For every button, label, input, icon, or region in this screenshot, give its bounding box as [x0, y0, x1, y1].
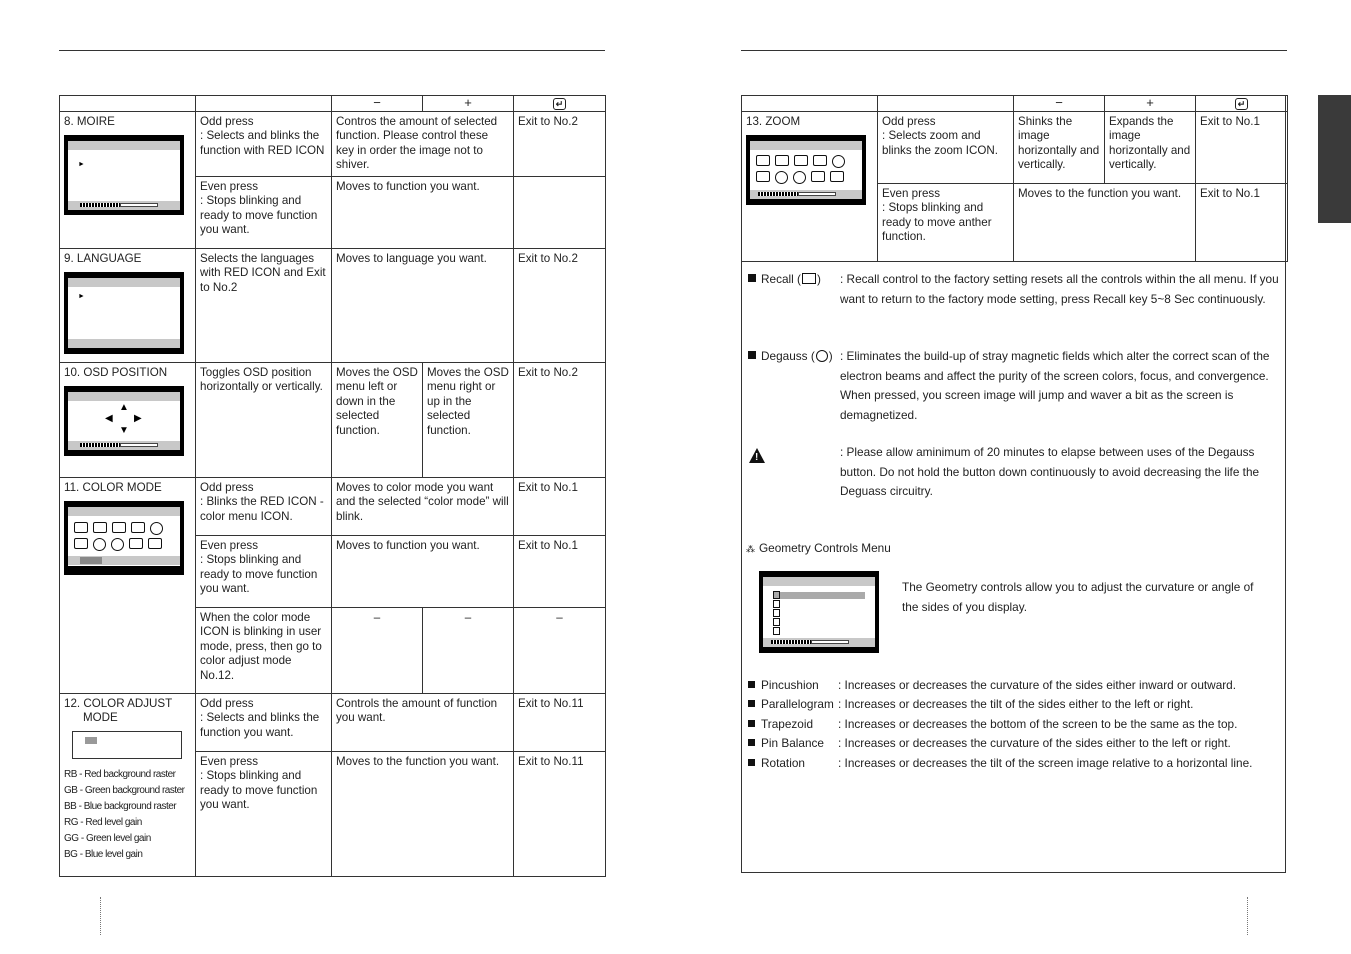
moire-odd-press-desc: Odd press : Selects and blinks the function with RED ICON: [196, 111, 332, 176]
color-mode-even-press-desc: Even press : Stops blinking and ready to move function you want.: [196, 535, 332, 607]
moire-odd-press-action: Contros the amount of selected function. Please control these key in order the image not to shiver.: [332, 111, 514, 176]
right-page-rule: [741, 50, 1287, 51]
degauss-label-text: Degauss (: [761, 349, 815, 363]
recall-key-icon: [802, 273, 816, 284]
table-row: [60, 248, 606, 362]
trapezoid-label: Trapezoid: [761, 716, 814, 731]
bullet-icon: [748, 681, 755, 688]
moire-even-press-action: Moves to function you want.: [332, 176, 514, 248]
table-row: [60, 693, 606, 751]
geometry-heading-text: Geometry Controls Menu: [759, 541, 891, 555]
language-osd-screen-icon: ►: [64, 272, 184, 354]
header-cell-function: [742, 96, 878, 112]
bullet-icon: [748, 720, 755, 727]
recall-desc: : Recall control to the factory setting resets all the controls within the all menu. If you want to return to the factory mode setting, press Recall key 5~8 Sec continuously.: [840, 272, 1279, 306]
pin-balance-label: Pin Balance: [761, 736, 824, 751]
table-row: [742, 111, 1288, 183]
header-cell-description: [196, 96, 332, 112]
moire-even-press-exit: [514, 176, 606, 248]
table-row: [60, 362, 606, 477]
color-mode-user-minus: –: [332, 607, 423, 693]
color-mode-odd-press-exit: Exit to No.1: [514, 477, 606, 535]
geometry-heading: [746, 541, 891, 557]
color-adjust-legend: [64, 767, 191, 863]
header-cell-function: [60, 96, 196, 112]
color-adjust-title-line2: MODE: [83, 711, 118, 724]
color-mode-user-plus: –: [423, 607, 514, 693]
lips-icon: [150, 522, 163, 535]
left-page-rule: [59, 50, 605, 51]
parallelogram-desc: : Increases or decreases the tilt of the sides either to the left or right.: [838, 697, 1194, 712]
degauss-label: Degauss ( ): [748, 347, 833, 367]
rotation-desc: : Increases or decreases the tilt of the screen image relative to a horizontal line.: [838, 755, 1253, 770]
left-page-margin-mark: [100, 897, 101, 935]
chapter-tab: [1318, 95, 1351, 223]
enter-key-icon: ↵: [553, 98, 567, 110]
color-adjust-odd-press-desc: Odd press : Selects and blinks the function you want.: [196, 693, 332, 751]
moire-osd-screen-icon: ►: [64, 135, 184, 215]
color-adjust-odd-press-action: Controls the amount of function you want.: [332, 693, 514, 751]
color-mode-odd-press-action: Moves to color mode you want and the selected “color mode” will blink.: [332, 477, 514, 535]
rgb-icon: [74, 538, 88, 549]
bullet-icon: [748, 274, 756, 282]
legend-item: GG - Green level gain: [64, 832, 151, 844]
color-adjust-title-cell: [60, 693, 196, 876]
color-mode-user-desc: When the color mode ICON is blinking in user mode, press, then go to color adjust mode No.12.: [196, 607, 332, 693]
moire-title: 8. MOIRE: [64, 114, 115, 128]
zoom-even-press-desc: Even press : Stops blinking and ready to move anther function.: [878, 183, 1014, 261]
right-controls-table: [741, 95, 1288, 262]
trapezoid-desc: : Increases or decreases the bottom of the screen to be the same as the top.: [838, 716, 1238, 731]
legend-item: BG - Blue level gain: [64, 848, 143, 860]
zoom-icon: [148, 538, 162, 549]
osd-position-title: 10. OSD POSITION: [64, 365, 168, 379]
degauss-note: [748, 347, 1288, 427]
palette-icon: [775, 171, 788, 184]
zoom-odd-press-plus: Expands the image horizontally and vertically.: [1105, 111, 1196, 183]
enter-key-header: [514, 96, 606, 112]
table-header-row: [60, 96, 606, 112]
palette-icon: [93, 538, 106, 551]
color-adjust-title: 12. COLOR ADJUST: [64, 696, 173, 710]
legend-item: BB - Blue background raster: [64, 800, 177, 812]
pincushion-desc: : Increases or decreases the curvature of the sides either inward or outward.: [838, 678, 1237, 692]
recall-icon: [129, 538, 143, 549]
enter-key-icon: ↵: [1235, 98, 1249, 110]
moire-odd-press-exit: Exit to No.2: [514, 111, 606, 176]
moire-title-cell: [60, 111, 196, 248]
arrow-down-icon: ▼: [119, 425, 129, 436]
minus-key-header: −: [1014, 96, 1105, 112]
zoom-even-press-action: Moves to the function you want.: [1014, 183, 1196, 261]
degauss-desc: : Eliminates the build-up of stray magnetic fields which alter the correct scan of the electron beams and affect the purity of the screen colors, focus, and convergence. When pressed, you screen image will jump and waver a bit as the screen is demagnetized.: [840, 349, 1270, 422]
zoom-title: 13. ZOOM: [746, 114, 801, 128]
legend-item: RG - Red level gain: [64, 816, 142, 828]
plus-key-header: +: [423, 96, 514, 112]
moire-icon: [813, 155, 827, 166]
osd-position-minus: Moves the OSD menu left or down in the selected function.: [332, 362, 423, 477]
zoom-odd-press-desc: Odd press : Selects zoom and blinks the zoom ICON.: [878, 111, 1014, 183]
enter-key-header: [1196, 96, 1288, 112]
color-adjust-even-press-exit: Exit to No.11: [514, 751, 606, 876]
geometry-osd-screen-icon: [759, 571, 879, 653]
language-exit: Exit to No.2: [514, 248, 606, 362]
color-mode-even-press-exit: Exit to No.1: [514, 535, 606, 607]
language-title: 9. LANGUAGE: [64, 251, 142, 265]
zoom-odd-press-minus: Shinks the image horizontally and vertically.: [1014, 111, 1105, 183]
parallelogram-label: Parallelogram: [761, 697, 834, 712]
osd-position-screen-icon: [64, 386, 184, 456]
rgb-icon: [756, 171, 770, 182]
moire-even-press-desc: Even press : Stops blinking and ready to move function you want.: [196, 176, 332, 248]
moire-icon: [131, 522, 145, 533]
zoom-title-cell: [742, 111, 878, 261]
bullet-icon: [748, 759, 755, 766]
header-cell-description: [878, 96, 1014, 112]
language-desc: Selects the languages with RED ICON and Exit to No.2: [196, 248, 332, 362]
recall-icon: [811, 171, 825, 182]
width-icon: [775, 155, 789, 166]
table-row: [60, 477, 606, 535]
color-adjust-osd-box-icon: [72, 731, 182, 759]
rotation-label: Rotation: [761, 755, 805, 770]
asterism-icon: ⁂: [746, 544, 755, 554]
screen-icon: [756, 155, 770, 166]
osd-position-exit: Exit to No.2: [514, 362, 606, 477]
color-adjust-even-press-desc: Even press : Stops blinking and ready to move function you want.: [196, 751, 332, 876]
legend-item: RB - Red background raster: [64, 768, 176, 780]
color-adjust-even-press-action: Moves to the function you want.: [332, 751, 514, 876]
arrow-right-icon: ▶: [134, 413, 142, 424]
pin-balance-desc: : Increases or decreases the curvature of the sides either to the left or right.: [838, 736, 1231, 751]
color-mode-odd-press-desc: Odd press : Blinks the RED ICON - color menu ICON.: [196, 477, 332, 535]
recall-label-text: Recall (: [761, 272, 801, 286]
color-mode-title: 11. COLOR MODE: [64, 480, 162, 494]
degauss-icon: [793, 171, 806, 184]
width-icon: [93, 522, 107, 533]
warning-desc: : Please allow aminimum of 20 minutes to elapse between uses of the Degauss button. Do not hold the button down continuously to avoid decreasing the life the Deguass circuitry.: [840, 445, 1260, 498]
pincushion-label: Pincushion: [761, 678, 819, 692]
language-title-cell: [60, 248, 196, 362]
bullet-icon: [748, 739, 755, 746]
zoom-odd-press-exit: Exit to No.1: [1196, 111, 1288, 183]
osd-position-title-cell: [60, 362, 196, 477]
lips-icon: [832, 155, 845, 168]
zoom-osd-screen-icon: [746, 135, 866, 205]
osd-position-desc: Toggles OSD position horizontally or vertically.: [196, 362, 332, 477]
color-adjust-odd-press-exit: Exit to No.11: [514, 693, 606, 751]
table-header-row: [742, 96, 1288, 112]
zoom-even-press-exit: Exit to No.1: [1196, 183, 1288, 261]
bullet-icon: [748, 351, 756, 359]
bullet-icon: [748, 700, 755, 707]
minus-key-header: −: [332, 96, 423, 112]
table-row: [60, 111, 606, 176]
plus-key-header: +: [1105, 96, 1196, 112]
color-mode-osd-screen-icon: [64, 501, 184, 575]
geometry-intro: The Geometry controls allow you to adjust the curvature or angle of the sides of you display.: [902, 580, 1254, 614]
recall-label: Recall ( ): [748, 270, 821, 290]
legend-item: GB - Green background raster: [64, 784, 185, 796]
screen-icon: [74, 522, 88, 533]
color-mode-even-press-action: Moves to function you want.: [332, 535, 514, 607]
pincushion-icon: [794, 155, 808, 166]
zoom-icon: [830, 171, 844, 182]
degauss-key-icon: [816, 350, 828, 362]
warning-note: [748, 443, 1288, 503]
color-mode-title-cell: [60, 477, 196, 693]
color-mode-user-exit: –: [514, 607, 606, 693]
pincushion-icon: [112, 522, 126, 533]
arrow-up-icon: ▲: [119, 402, 129, 413]
language-action: Moves to language you want.: [332, 248, 514, 362]
arrow-left-icon: ◀: [105, 413, 113, 424]
recall-note: [748, 270, 1288, 330]
osd-position-plus: Moves the OSD menu right or up in the selected function.: [423, 362, 514, 477]
degauss-icon: [111, 538, 124, 551]
left-controls-table: [59, 95, 606, 877]
right-page-margin-mark: [1247, 897, 1248, 935]
